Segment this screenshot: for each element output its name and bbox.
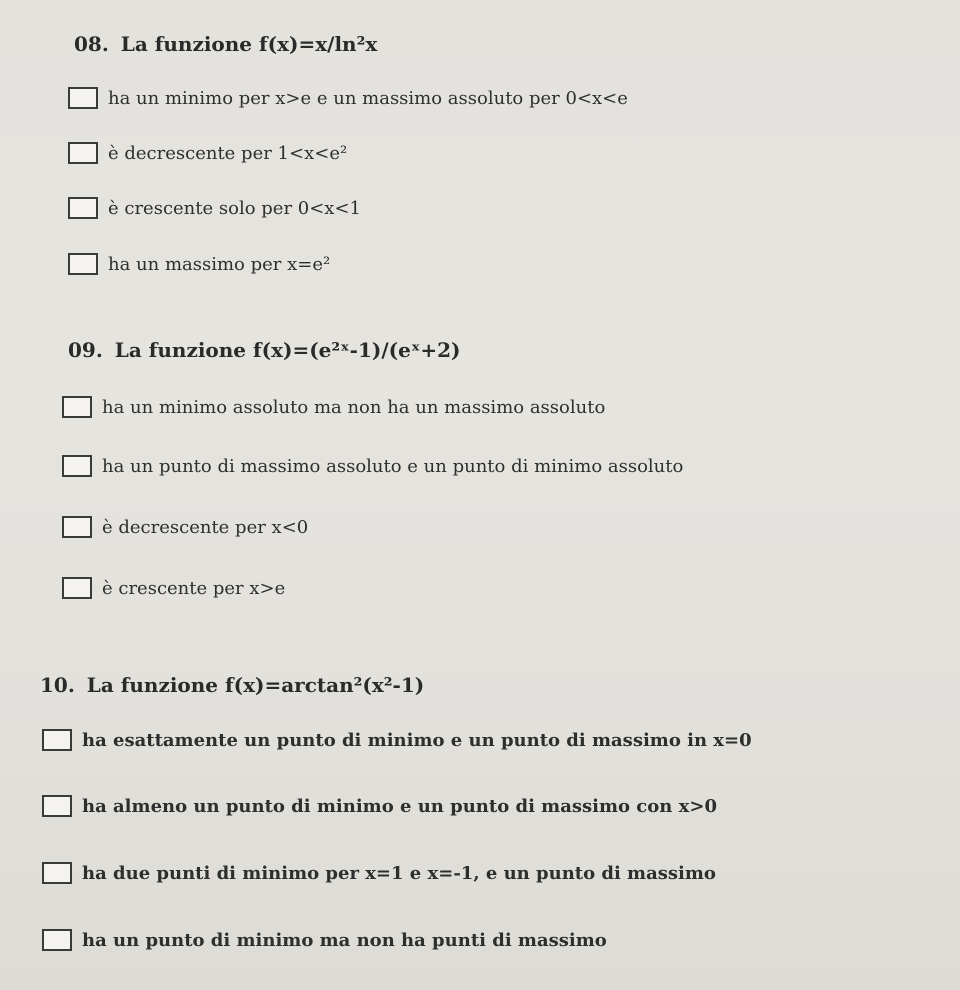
q10-option-4[interactable] [42, 929, 607, 951]
option-text: ha esattamente un punto di minimo e un punto di massimo in x=0 [82, 729, 752, 751]
option-text: ha due punti di minimo per x=1 e x=-1, e un punto di massimo [82, 862, 716, 884]
option-text: ha un massimo per x=e² [108, 253, 331, 275]
option-text: è crescente per x>e [102, 577, 286, 599]
question-10-title [40, 673, 424, 697]
checkbox[interactable] [42, 795, 72, 817]
question-number: 08. [74, 32, 109, 56]
q08-option-2[interactable] [68, 142, 347, 164]
checkbox[interactable] [68, 142, 98, 164]
question-09-title [68, 338, 460, 362]
checkbox[interactable] [68, 87, 98, 109]
checkbox[interactable] [68, 197, 98, 219]
option-text: ha un punto di massimo assoluto e un punto di minimo assoluto [102, 455, 684, 477]
question-number: 10. [40, 673, 75, 697]
checkbox[interactable] [62, 455, 92, 477]
q10-option-2[interactable] [42, 795, 717, 817]
option-text: ha almeno un punto di minimo e un punto di massimo con x>0 [82, 795, 717, 817]
question-prefix: La funzione [114, 338, 247, 362]
option-text: ha un minimo per x>e e un massimo assoluto per 0<x<e [108, 87, 628, 109]
checkbox[interactable] [42, 729, 72, 751]
checkbox[interactable] [62, 577, 92, 599]
question-08-title [74, 32, 377, 56]
q08-option-3[interactable] [68, 197, 361, 219]
checkbox[interactable] [68, 253, 98, 275]
q08-option-4[interactable] [68, 253, 330, 275]
question-prefix: La funzione [120, 32, 253, 56]
option-text: è decrescente per 1<x<e² [108, 142, 348, 164]
checkbox[interactable] [42, 862, 72, 884]
question-function: f(x)=(e²ˣ-1)/(eˣ+2) [253, 338, 461, 362]
question-function: f(x)=x/ln²x [259, 32, 378, 56]
q09-option-2[interactable] [62, 455, 683, 477]
checkbox[interactable] [62, 396, 92, 418]
q09-option-3[interactable] [62, 516, 308, 538]
q10-option-1[interactable] [42, 729, 752, 751]
question-number: 09. [68, 338, 103, 362]
checkbox[interactable] [42, 929, 72, 951]
option-text: ha un punto di minimo ma non ha punti di massimo [82, 929, 607, 951]
q10-option-3[interactable] [42, 862, 716, 884]
checkbox[interactable] [62, 516, 92, 538]
option-text: ha un minimo assoluto ma non ha un massimo assoluto [102, 396, 606, 418]
option-text: è decrescente per x<0 [102, 516, 309, 538]
option-text: è crescente solo per 0<x<1 [108, 197, 361, 219]
question-prefix: La funzione [86, 673, 219, 697]
q09-option-1[interactable] [62, 396, 605, 418]
q08-option-1[interactable] [68, 87, 628, 109]
question-function: f(x)=arctan²(x²-1) [225, 673, 425, 697]
q09-option-4[interactable] [62, 577, 285, 599]
